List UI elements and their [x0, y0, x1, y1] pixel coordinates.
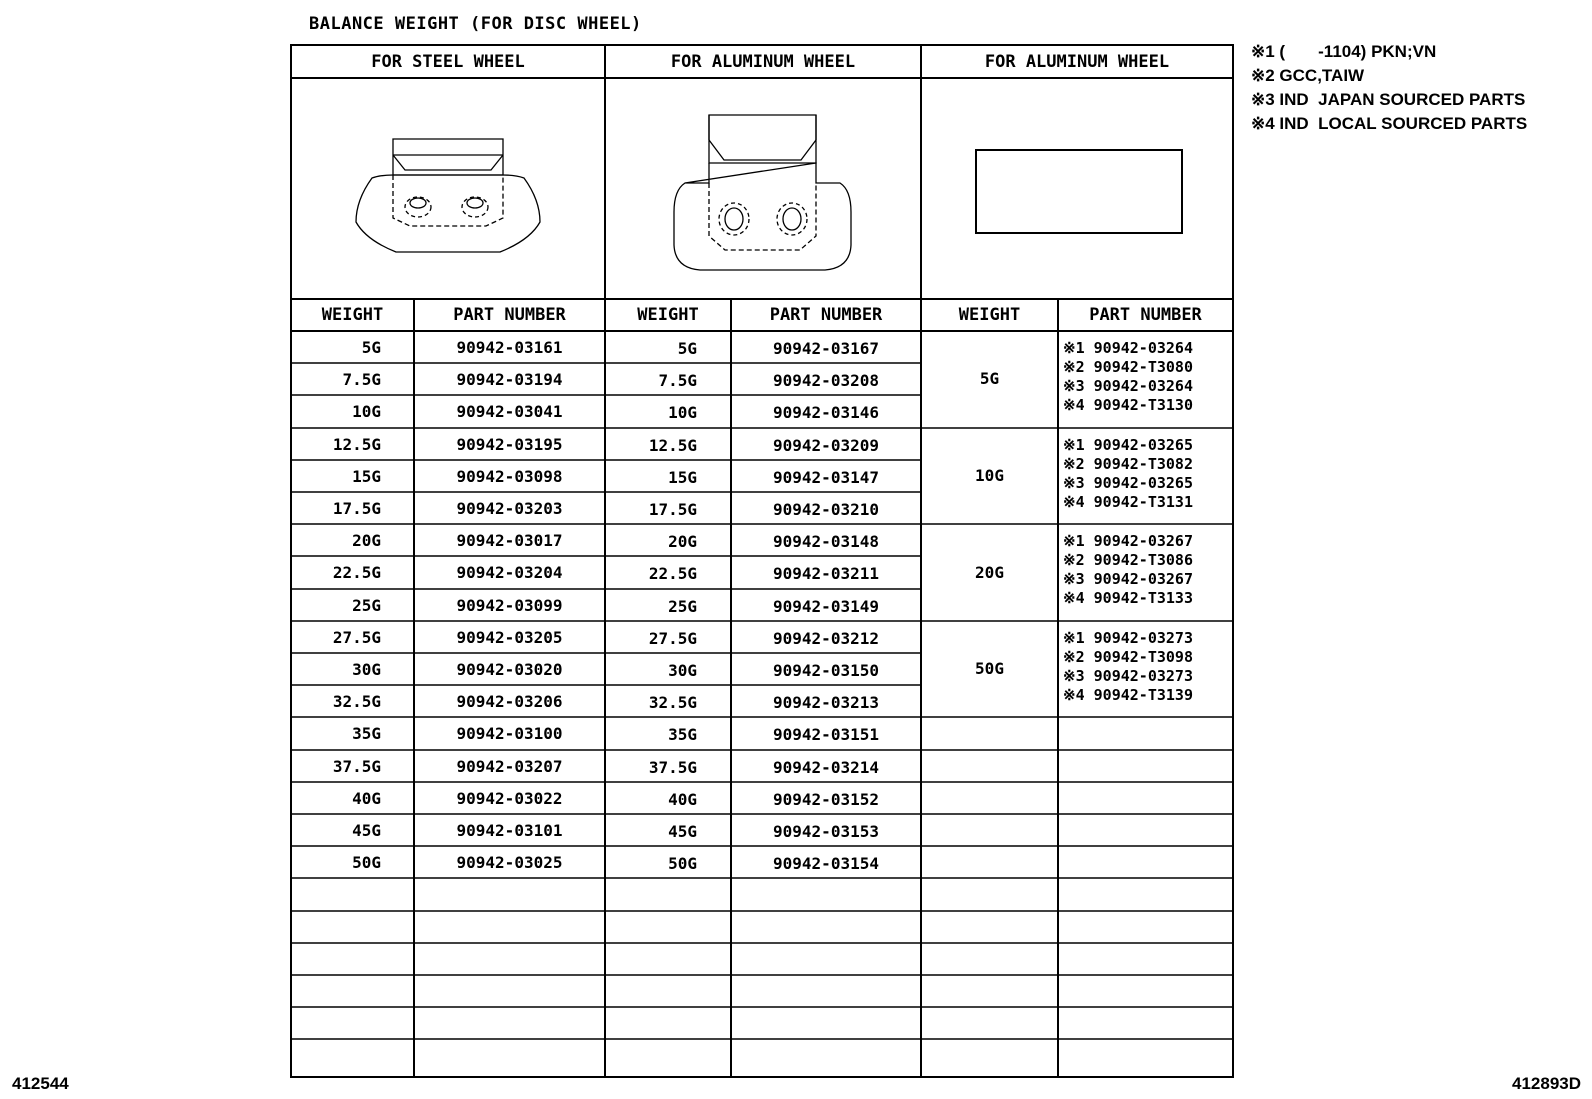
aluminum-weight-cell: 17.5G — [648, 500, 697, 519]
steel-weight-cell: 10G — [352, 402, 381, 421]
aluminum-weight-cell: 22.5G — [648, 564, 697, 583]
aluminum-weight-cell: 27.5G — [648, 629, 697, 648]
col-header-part-number: PART NUMBER — [769, 305, 883, 325]
aluminum-part-number-cell: 90942-03153 — [773, 822, 879, 841]
adhesive-part-number: ※3 90942-03267 — [1063, 570, 1193, 588]
footnote-3: ※3 IND JAPAN SOURCED PARTS — [1251, 90, 1526, 109]
steel-part-number-cell: 90942-03195 — [456, 435, 563, 454]
adhesive-part-number: ※1 90942-03264 — [1063, 339, 1193, 357]
steel-part-number-cell: 90942-03204 — [456, 563, 563, 582]
figure-number-left: 412544 — [12, 1074, 69, 1093]
page-title: BALANCE WEIGHT (FOR DISC WHEEL) — [309, 14, 642, 34]
aluminum-part-number-cell: 90942-03147 — [773, 468, 879, 487]
adhesive-part-number: ※2 90942-T3080 — [1063, 358, 1193, 376]
steel-weight-illustration — [356, 139, 540, 252]
adhesive-part-number: ※2 90942-T3098 — [1063, 648, 1193, 666]
steel-weight-cell: 35G — [352, 724, 381, 743]
aluminum-part-number-cell: 90942-03212 — [773, 629, 879, 648]
steel-weight-cell: 40G — [352, 789, 381, 808]
col-header-weight: WEIGHT — [637, 305, 699, 325]
steel-weight-cell: 37.5G — [332, 757, 381, 776]
aluminum-weight-cell: 7.5G — [658, 371, 697, 390]
aluminum-part-number-cell: 90942-03208 — [773, 371, 879, 390]
adhesive-weight-cell: 5G — [979, 369, 1000, 388]
adhesive-part-number: ※3 90942-03265 — [1063, 474, 1193, 492]
aluminum-part-number-cell: 90942-03214 — [773, 758, 879, 777]
adhesive-part-number: ※3 90942-03264 — [1063, 377, 1193, 395]
footnote-2: ※2 GCC,TAIW — [1251, 66, 1365, 85]
adhesive-part-number: ※4 90942-T3139 — [1063, 686, 1193, 704]
footnote-4: ※4 IND LOCAL SOURCED PARTS — [1251, 114, 1528, 133]
steel-part-number-cell: 90942-03101 — [456, 821, 563, 840]
aluminum-weight-cell: 37.5G — [648, 758, 697, 777]
aluminum-weight-cell: 50G — [668, 854, 697, 873]
aluminum-part-number-cell: 90942-03151 — [773, 725, 879, 744]
steel-weight-cell: 12.5G — [332, 435, 381, 454]
adhesive-part-number-list — [1063, 339, 1193, 415]
aluminum-weight-cell: 35G — [668, 725, 697, 744]
steel-part-number-cell: 90942-03207 — [456, 757, 563, 776]
steel-part-number-cell: 90942-03203 — [456, 499, 563, 518]
adhesive-part-number: ※2 90942-T3082 — [1063, 455, 1193, 473]
aluminum-weight-cell: 25G — [668, 597, 697, 616]
steel-weight-cell: 7.5G — [342, 370, 381, 389]
steel-weight-cell: 45G — [352, 821, 381, 840]
steel-part-number-cell: 90942-03041 — [456, 402, 563, 421]
aluminum-part-number-cell: 90942-03209 — [773, 436, 879, 455]
steel-part-number-cell: 90942-03161 — [456, 338, 563, 357]
steel-part-number-cell: 90942-03022 — [456, 789, 563, 808]
adhesive-weight-illustration — [976, 150, 1182, 233]
aluminum-weight-cell: 20G — [668, 532, 697, 551]
aluminum-part-number-cell: 90942-03154 — [773, 854, 879, 873]
aluminum-part-number-cell: 90942-03149 — [773, 597, 879, 616]
adhesive-part-number-list — [1063, 629, 1193, 705]
steel-part-number-cell: 90942-03205 — [456, 628, 563, 647]
aluminum-weight-cell: 32.5G — [648, 693, 697, 712]
section-title-steel: FOR STEEL WHEEL — [371, 52, 525, 72]
adhesive-weight-cell: 50G — [975, 659, 1004, 678]
aluminum-part-number-cell: 90942-03146 — [773, 403, 879, 422]
aluminum-part-number-cell: 90942-03150 — [773, 661, 879, 680]
steel-weight-cell: 27.5G — [332, 628, 381, 647]
aluminum-weight-cell: 45G — [668, 822, 697, 841]
adhesive-part-number-list — [1063, 436, 1193, 512]
steel-part-number-cell: 90942-03099 — [456, 596, 563, 615]
col-header-weight: WEIGHT — [321, 305, 384, 325]
steel-part-number-cell: 90942-03025 — [456, 853, 563, 872]
aluminum-part-number-cell: 90942-03148 — [773, 532, 879, 551]
section-title-aluminum-2: FOR ALUMINUM WHEEL — [984, 52, 1170, 72]
adhesive-weight-cell: 10G — [975, 466, 1004, 485]
aluminum-part-number-cell: 90942-03167 — [773, 339, 879, 358]
aluminum-part-number-cell: 90942-03211 — [773, 564, 879, 583]
steel-weight-cell: 50G — [352, 853, 381, 872]
steel-weight-cell: 30G — [352, 660, 381, 679]
aluminum-part-number-cell: 90942-03210 — [773, 500, 879, 519]
steel-part-number-cell: 90942-03020 — [456, 660, 563, 679]
steel-part-number-cell: 90942-03100 — [456, 724, 563, 743]
aluminum-weight-cell: 10G — [668, 403, 697, 422]
steel-part-number-cell: 90942-03098 — [456, 467, 563, 486]
col-header-part-number: PART NUMBER — [453, 305, 566, 325]
section-title-aluminum-1: FOR ALUMINUM WHEEL — [670, 52, 856, 72]
aluminum-weight-cell: 12.5G — [648, 436, 697, 455]
adhesive-part-number: ※4 90942-T3131 — [1063, 493, 1193, 511]
steel-weight-cell: 25G — [352, 596, 381, 615]
steel-part-number-cell: 90942-03017 — [456, 531, 563, 550]
steel-weight-cell: 20G — [352, 531, 381, 550]
figure-number-right: 412893D — [1512, 1074, 1582, 1093]
steel-weight-cell: 32.5G — [332, 692, 381, 711]
aluminum-part-number-cell: 90942-03213 — [773, 693, 879, 712]
steel-weight-cell: 17.5G — [332, 499, 381, 518]
adhesive-part-number: ※2 90942-T3086 — [1063, 551, 1193, 569]
aluminum-weight-cell: 30G — [668, 661, 697, 680]
adhesive-part-number-list — [1063, 532, 1193, 608]
adhesive-part-number: ※3 90942-03273 — [1063, 667, 1193, 685]
steel-part-number-cell: 90942-03194 — [456, 370, 563, 389]
footnote-1: ※1 ( -1104) PKN;VN — [1251, 42, 1437, 61]
adhesive-part-number: ※1 90942-03273 — [1063, 629, 1193, 647]
adhesive-weight-cell: 20G — [975, 563, 1004, 582]
steel-weight-cell: 5G — [361, 338, 381, 357]
steel-part-number-cell: 90942-03206 — [456, 692, 563, 711]
adhesive-part-number: ※4 90942-T3133 — [1063, 589, 1193, 607]
steel-weight-cell: 22.5G — [332, 563, 381, 582]
steel-weight-cell: 15G — [352, 467, 381, 486]
col-header-part-number: PART NUMBER — [1089, 305, 1202, 325]
aluminum-weight-cell: 15G — [668, 468, 697, 487]
col-header-weight: WEIGHT — [958, 305, 1021, 325]
aluminum-part-number-cell: 90942-03152 — [773, 790, 879, 809]
adhesive-part-number: ※1 90942-03265 — [1063, 436, 1193, 454]
aluminum-weight-cell: 5G — [677, 339, 697, 358]
adhesive-part-number: ※1 90942-03267 — [1063, 532, 1193, 550]
aluminum-weight-cell: 40G — [668, 790, 697, 809]
adhesive-part-number: ※4 90942-T3130 — [1063, 396, 1193, 414]
aluminum-weight-illustration — [674, 115, 851, 270]
